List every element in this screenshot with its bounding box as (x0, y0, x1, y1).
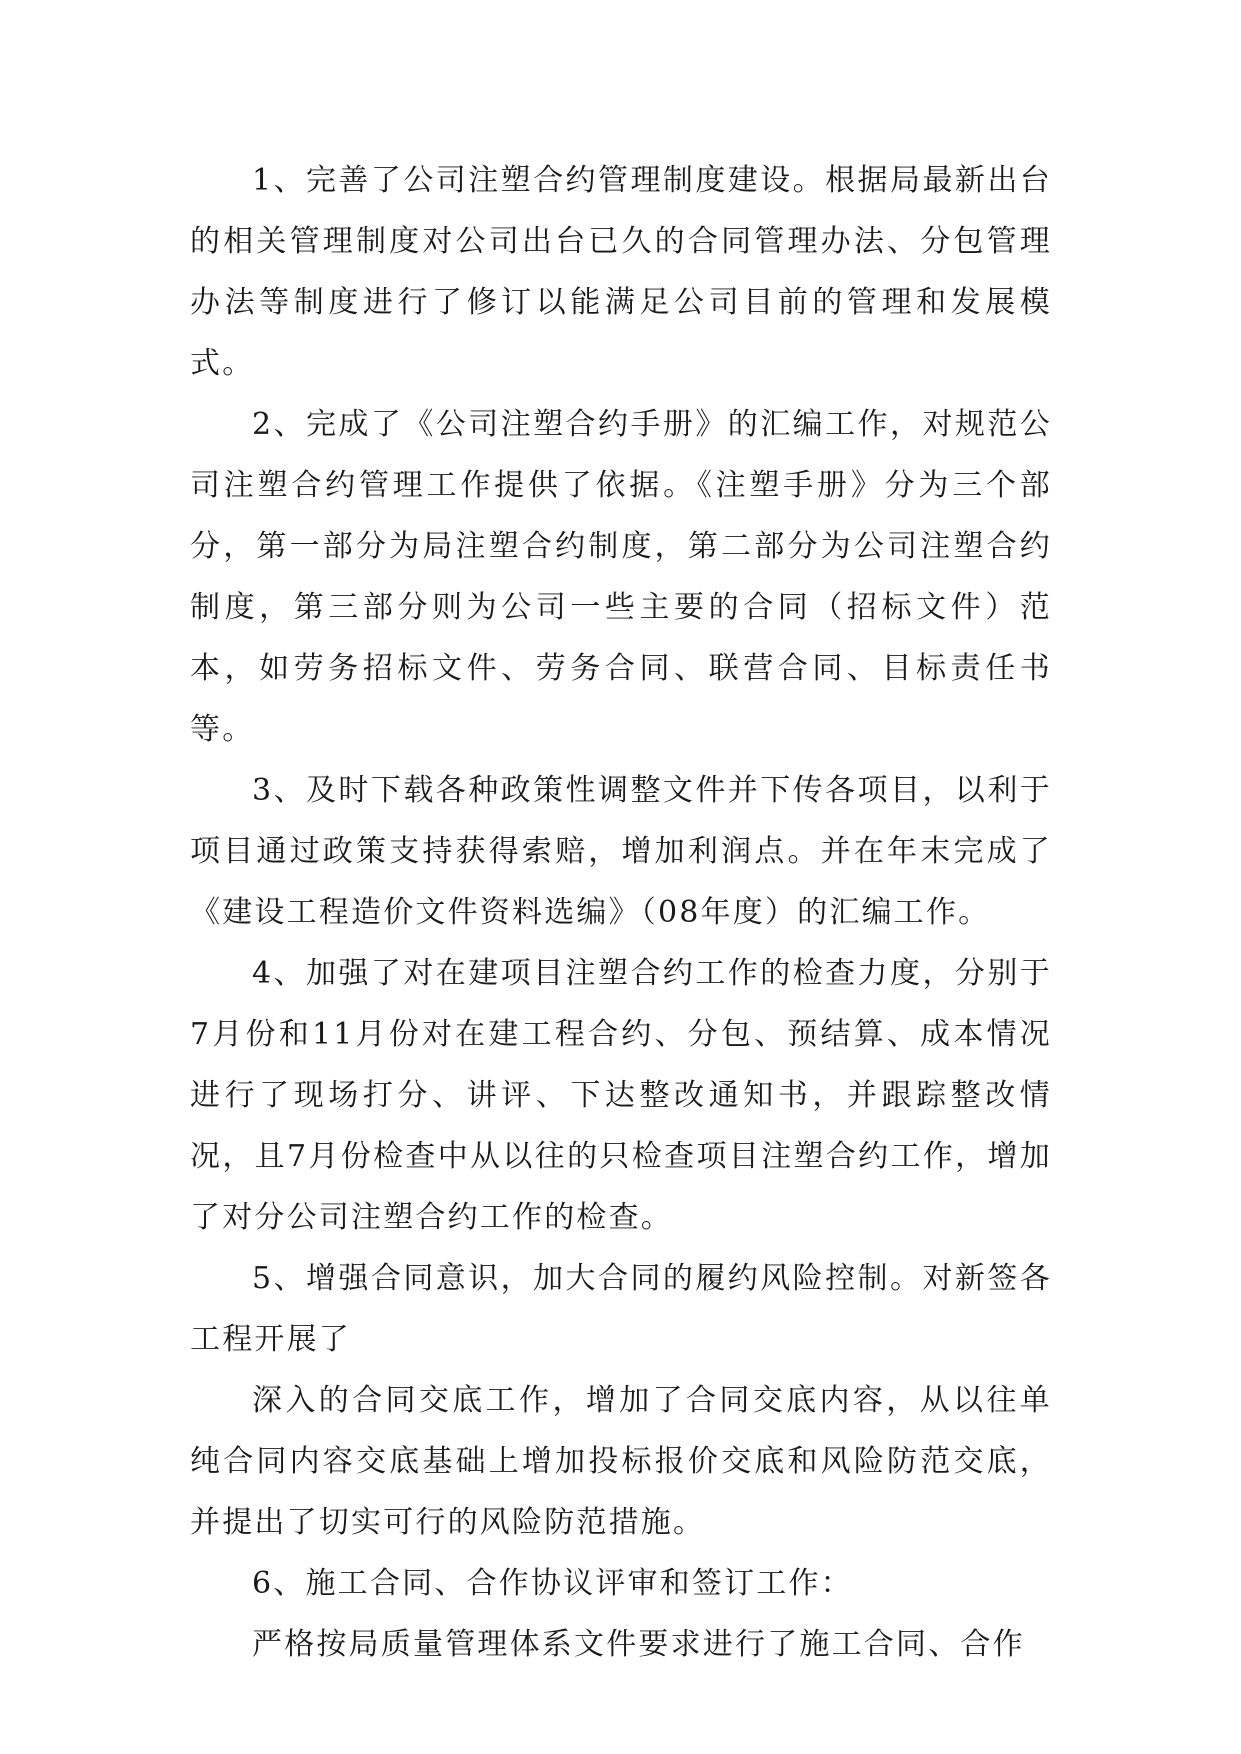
paragraph-6: 深入的合同交底工作，增加了合同交底内容，从以往单纯合同内容交底基础上增加投标报价交底和风险防范交底，并提出了切实可行的风险防范措施。 (190, 1383, 1052, 1540)
paragraph-7: 6、施工合同、合作协议评审和签订工作： (252, 1566, 853, 1601)
paragraph-8: 严格按局质量管理体系文件要求进行了施工合同、合作 (252, 1627, 1025, 1662)
paragraph-2: 2、完成了《公司注塑合约手册》的汇编工作，对规范公司注塑合约管理工作提供了依据。《注塑手册》分为三个部分，第一部分为局注塑合约制度，第二部分为公司注塑合约制度，第三部分则为公司一些主要的合同（招标文件）范本，如劳务招标文件、劳务合同、联营合同、目标责任书等。 (190, 407, 1052, 747)
paragraph-1: 1、完善了公司注塑合约管理制度建设。根据局最新出台的相关管理制度对公司出台已久的合同管理办法、分包管理办法等制度进行了修订以能满足公司目前的管理和发展模式。 (190, 163, 1052, 381)
paragraph-5: 5、增强合同意识，加大合同的履约风险控制。对新签各工程开展了 (190, 1261, 1052, 1357)
paragraph-4: 4、加强了对在建项目注塑合约工作的检查力度，分别于7月份和11月份对在建工程合约、分包、预结算、成本情况进行了现场打分、讲评、下达整改通知书，并跟踪整改情况，且7月份检查中从以往的只检查项目注塑合约工作，增加了对分公司注塑合约工作的检查。 (190, 956, 1052, 1235)
document-body (190, 150, 1052, 1675)
paragraph-3: 3、及时下载各种政策性调整文件并下传各项目，以利于项目通过政策支持获得索赔，增加利润点。并在年末完成了《建设工程造价文件资料选编》（08年度）的汇编工作。 (190, 773, 1052, 930)
